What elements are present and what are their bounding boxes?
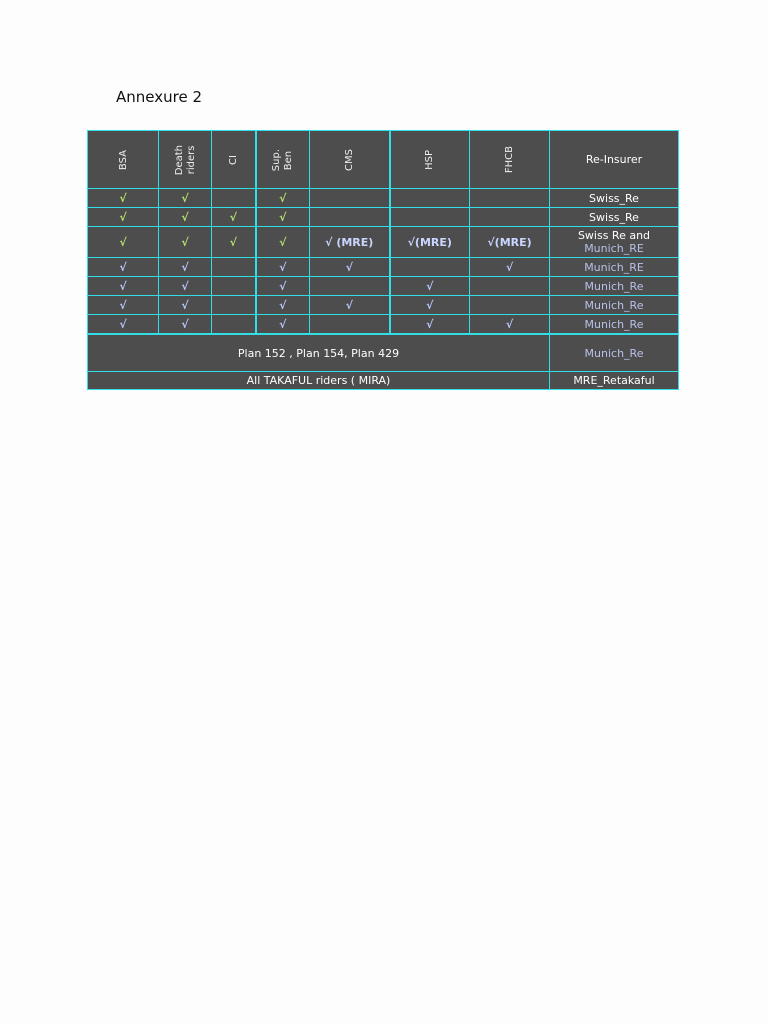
plan-reinsurer: Munich_Re [550, 334, 679, 372]
cell-reinsurer: Swiss Re and Munich_RE [550, 227, 679, 258]
cell-fhcb [470, 277, 550, 296]
cell-bsa: √ [88, 277, 159, 296]
cell-bsa: √ [88, 296, 159, 315]
cell-reinsurer: Swiss_Re [550, 208, 679, 227]
cell-cms: √ [310, 258, 390, 277]
cell-death: √ [159, 208, 212, 227]
table-row [88, 227, 679, 258]
cell-death: √ [159, 277, 212, 296]
header-bsa: BSA [88, 131, 159, 189]
cell-hsp [390, 258, 470, 277]
cell-death: √ [159, 258, 212, 277]
cell-sup: √ [256, 189, 310, 208]
cell-bsa: √ [88, 315, 159, 335]
cell-sup: √ [256, 227, 310, 258]
header-row [88, 131, 679, 189]
cell-fhcb [470, 208, 550, 227]
cell-fhcb: √(MRE) [470, 227, 550, 258]
table-row [88, 277, 679, 296]
cell-cms [310, 277, 390, 296]
cell-death: √ [159, 227, 212, 258]
plan-label: Plan 152 , Plan 154, Plan 429 [88, 334, 550, 372]
cell-death: √ [159, 189, 212, 208]
table-row [88, 315, 679, 335]
cell-sup: √ [256, 258, 310, 277]
takaful-label: All TAKAFUL riders ( MIRA) [88, 372, 550, 390]
cell-sup: √ [256, 315, 310, 335]
table-row [88, 208, 679, 227]
header-ci: CI [212, 131, 256, 189]
plan-row [88, 334, 679, 372]
cell-reinsurer: Munich_Re [550, 296, 679, 315]
cell-sup: √ [256, 277, 310, 296]
cell-reinsurer: Munich_RE [550, 258, 679, 277]
cell-ci [212, 315, 256, 335]
header-hsp: HSP [390, 131, 470, 189]
cell-death: √ [159, 315, 212, 335]
cell-cms: √ [310, 296, 390, 315]
takaful-reinsurer: MRE_Retakaful [550, 372, 679, 390]
cell-ci [212, 296, 256, 315]
cell-bsa: √ [88, 227, 159, 258]
cell-reinsurer: Munich_Re [550, 315, 679, 335]
cell-reinsurer: Swiss_Re [550, 189, 679, 208]
table-row [88, 258, 679, 277]
cell-death: √ [159, 296, 212, 315]
header-cms: CMS [310, 131, 390, 189]
cell-fhcb [470, 296, 550, 315]
cell-ci [212, 189, 256, 208]
cell-sup: √ [256, 296, 310, 315]
cell-hsp: √ [390, 296, 470, 315]
cell-cms [310, 315, 390, 335]
page-title: Annexure 2 [116, 88, 203, 106]
header-fhcb: FHCB [470, 131, 550, 189]
header-sup-ben: Sup. Ben [256, 131, 310, 189]
cell-cms [310, 189, 390, 208]
cell-hsp: √(MRE) [390, 227, 470, 258]
cell-bsa: √ [88, 189, 159, 208]
cell-sup: √ [256, 208, 310, 227]
reinsurance-table [87, 130, 679, 390]
cell-hsp: √ [390, 315, 470, 335]
cell-reinsurer: Munich_Re [550, 277, 679, 296]
header-death-riders: Death riders [159, 131, 212, 189]
cell-cms: √ (MRE) [310, 227, 390, 258]
cell-hsp: √ [390, 277, 470, 296]
cell-bsa: √ [88, 208, 159, 227]
takaful-row [88, 372, 679, 390]
header-reinsurer: Re-Insurer [550, 131, 679, 189]
cell-hsp [390, 208, 470, 227]
cell-fhcb: √ [470, 315, 550, 335]
cell-cms [310, 208, 390, 227]
cell-bsa: √ [88, 258, 159, 277]
cell-hsp [390, 189, 470, 208]
cell-ci [212, 258, 256, 277]
table-row [88, 296, 679, 315]
cell-fhcb [470, 189, 550, 208]
cell-ci: √ [212, 227, 256, 258]
cell-ci: √ [212, 208, 256, 227]
cell-ci [212, 277, 256, 296]
cell-fhcb: √ [470, 258, 550, 277]
table-row [88, 189, 679, 208]
